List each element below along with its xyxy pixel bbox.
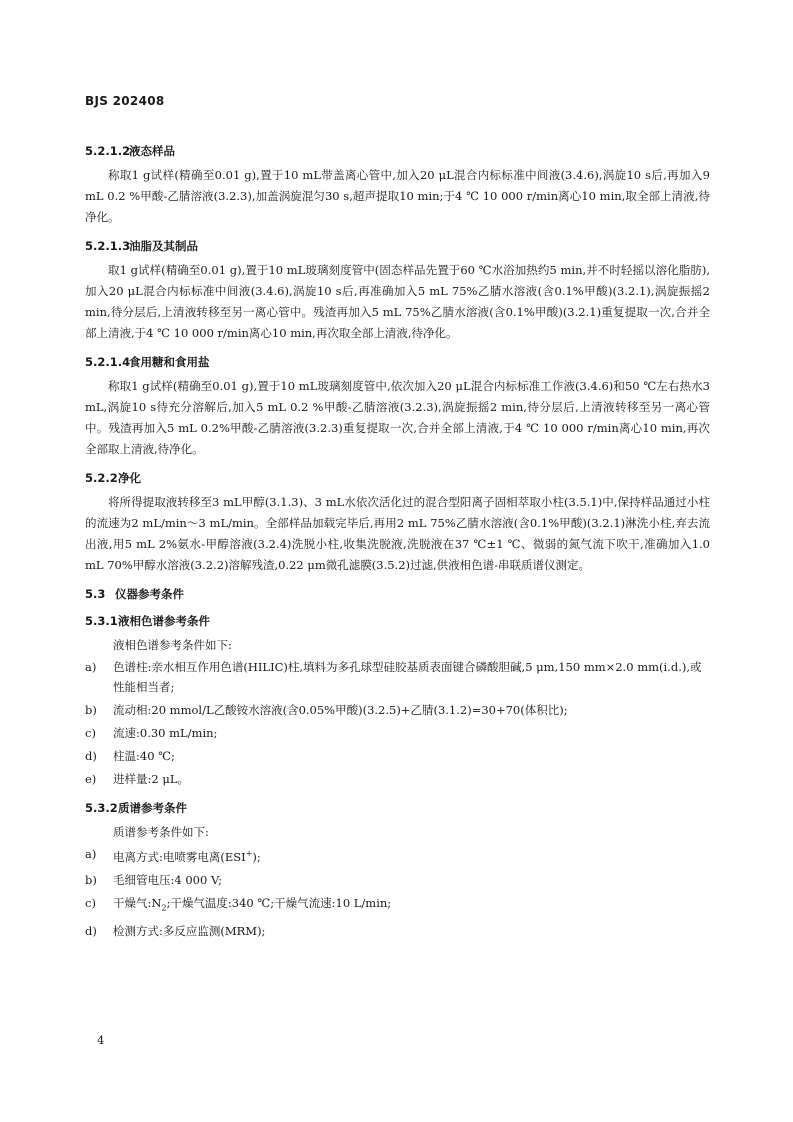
section-number: 5.3 bbox=[85, 587, 106, 601]
list-text: 流动相:20 mmol/L乙酸铵水溶液(含0.05%甲酸)(3.2.5)+乙腈(3.1.2)=30+70(体积比); bbox=[113, 703, 568, 717]
list-marker: b) bbox=[85, 872, 97, 887]
section-title: 食用糖和食用盐 bbox=[129, 355, 210, 369]
section-title: 净化 bbox=[118, 471, 141, 485]
list-item bbox=[85, 870, 710, 890]
list-marker: a) bbox=[85, 660, 97, 674]
section-heading-5-2-1-2 bbox=[85, 138, 710, 165]
list-marker: e) bbox=[85, 772, 97, 786]
section-number: 5.2.1.2 bbox=[85, 144, 131, 158]
section-heading-5-2-1-3 bbox=[85, 233, 710, 260]
list-marker: d) bbox=[85, 924, 97, 939]
list-text: 色谱柱:亲水相互作用色谱(HILIC)柱,填料为多孔球型硅胶基质表面键合磷酸胆碱,5 μm,150 mm×2.0 mm(i.d.),或性能相当者; bbox=[113, 660, 702, 694]
section-title: 仪器参考条件 bbox=[115, 587, 184, 601]
section-title: 油脂及其制品 bbox=[129, 239, 198, 253]
paragraph: 称取1 g试样(精确至0.01 g),置于10 mL玻璃刻度管中,依次加入20 μL混合内标标准工作液(3.4.6)和50 ℃左右热水3 mL,涡旋10 s待充分溶解后,加入5 mL 0.2 %甲酸-乙腈溶液(3.2.3),涡旋振摇2 min,待分层后,上清液转移至另一离心管中。残渣再加入5 mL 0.2%甲酸-乙腈溶液(3.2.3)重复提取一次,合并全部上清液,于4 ℃ 10 000 r/min离心10 min,再次全部取上清液,待净化。 bbox=[85, 379, 710, 456]
list-text: 进样量:2 μL。 bbox=[113, 772, 189, 786]
section-heading-5-2-2 bbox=[85, 465, 710, 492]
section-title: 液态样品 bbox=[129, 144, 175, 158]
section-number: 5.2.2 bbox=[85, 471, 118, 485]
section-heading-5-2-1-4 bbox=[85, 349, 710, 376]
list-text: 检测方式:多反应监测(MRM); bbox=[113, 924, 266, 939]
section-number: 5.3.2 bbox=[85, 801, 118, 815]
document-code: BJS 202408 bbox=[85, 94, 165, 108]
list-item bbox=[85, 844, 710, 867]
page-number: 4 bbox=[97, 1033, 105, 1047]
list-text: 毛细管电压:4 000 V; bbox=[113, 872, 222, 887]
list-item bbox=[85, 746, 710, 766]
list-item bbox=[85, 723, 710, 743]
section-number: 5.3.1 bbox=[85, 614, 118, 628]
paragraph: 取1 g试样(精确至0.01 g),置于10 mL玻璃刻度管中(固态样品先置于60 ℃水浴加热约5 min,并不时轻摇以溶化脂肪),加入20 μL混合内标标准中间液(3.4.6),涡旋10 s后,再准确加入5 mL 75%乙腈水溶液(含0.1%甲酸)(3.2.1),涡旋振摇2 min,待分层后,上清液转移至另一离心管中。残渣再加入5 mL 75%乙腈水溶液(含0.1%甲酸)(3.2.1)重复提取一次,合并全部上清液,于4 ℃ 10 000 r/min离心10 min,再次取全部上清液,待净化。 bbox=[85, 263, 710, 340]
list-item bbox=[85, 700, 710, 720]
section-title: 质谱参考条件 bbox=[118, 801, 187, 815]
list-marker: a) bbox=[85, 847, 97, 861]
section-heading-5-3 bbox=[85, 581, 710, 608]
list-text: 流速:0.30 mL/min; bbox=[113, 726, 218, 740]
list-intro: 质谱参考条件如下: bbox=[113, 825, 209, 839]
list-intro: 液相色谱参考条件如下: bbox=[113, 638, 232, 652]
list-marker: c) bbox=[85, 895, 96, 910]
section-title: 液相色谱参考条件 bbox=[118, 614, 210, 628]
list-item bbox=[85, 893, 710, 918]
paragraph: 称取1 g试样(精确至0.01 g),置于10 mL带盖离心管中,加入20 μL混合内标标准中间液(3.4.6),涡旋10 s后,再加入9 mL 0.2 %甲酸-乙腈溶液(3.2.3),加盖涡旋混匀30 s,超声提取10 min;于4 ℃ 10 000 r/min离心10 min,取全部上清液,待净化。 bbox=[85, 168, 710, 224]
section-number: 5.2.1.3 bbox=[85, 239, 131, 253]
list-text: 柱温:40 ℃; bbox=[113, 749, 175, 763]
paragraph: 将所得提取液转移至3 mL甲醇(3.1.3)、3 mL水依次活化过的混合型阳离子固相萃取小柱(3.5.1)中,保持样品通过小柱的流速为2 mL/min～3 mL/min。全部样品加载完毕后,再用2 mL 75%乙腈水溶液(含0.1%甲酸)(3.2.1)淋洗小柱,弃去流出液,用5 mL 2%氨水-甲醇溶液(3.2.4)洗脱小柱,收集洗脱液,洗脱液在37 ℃±1 ℃、微弱的氮气流下吹干,准确加入1.0 mL 70%甲醇水溶液(3.2.2)溶解残渣,0.22 μm微孔滤膜(3.5.2)过滤,供液相色谱-串联质谱仪测定。 bbox=[85, 495, 710, 572]
section-number: 5.2.1.4 bbox=[85, 355, 131, 369]
list-marker: c) bbox=[85, 726, 96, 740]
list-marker: b) bbox=[85, 703, 97, 717]
section-heading-5-3-1 bbox=[85, 608, 710, 635]
list-text: 电离方式:电喷雾电离(ESI+); bbox=[113, 849, 261, 864]
section-heading-5-3-2 bbox=[85, 795, 710, 822]
list-item bbox=[85, 657, 710, 697]
list-item bbox=[85, 921, 710, 941]
document-body bbox=[85, 138, 710, 944]
list-marker: d) bbox=[85, 749, 97, 763]
list-text: 干燥气$:N_2$;干燥气温度:340 ℃;干燥气流速:10 L/min; bbox=[113, 895, 392, 913]
list-item bbox=[85, 769, 710, 789]
